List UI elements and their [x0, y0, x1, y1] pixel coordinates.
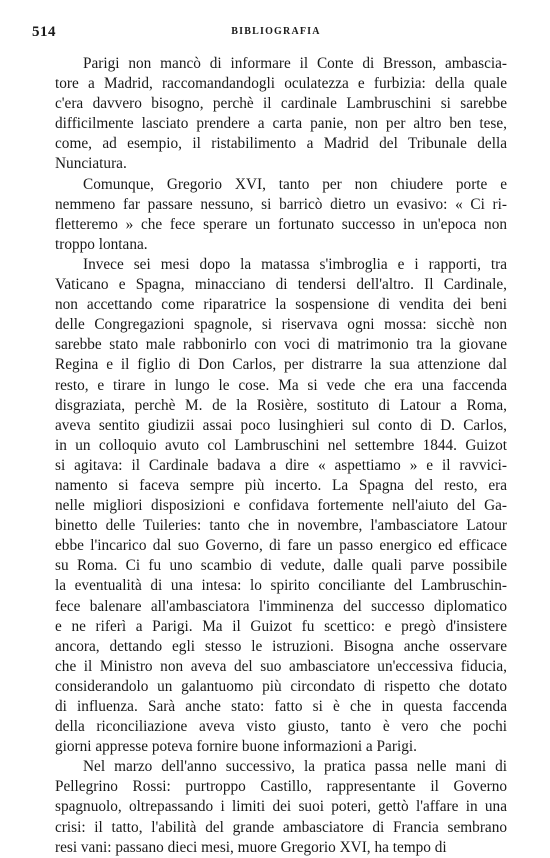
page-number: 514 — [32, 24, 56, 40]
text-line: crisi: il tatto, l'abilità del grande ambasciatore di Francia sembrano — [55, 818, 507, 836]
text-line: la eventualità di una intesa: lo spirito conciliante del Lambruschin- — [55, 577, 507, 595]
text-line: su Roma. Ci fu uno scambio di vedute, dalle quali parve possibile — [55, 557, 507, 575]
text-line: Nunciatura. — [55, 155, 127, 173]
text-line: ancora, dettando egli stesso le istruzioni. Bisogna anche osservare — [55, 637, 507, 655]
text-line: tore a Madrid, raccomandandogli oculatezza e furbizia: della quale — [55, 75, 507, 93]
text-line: nemmeno far passare nessuno, si barricò dietro un evasivo: « Ci ri- — [55, 195, 507, 213]
text-line: spagnuolo, oltrepassando i limiti dei suoi poteri, gettò l'affare in una — [55, 798, 507, 816]
text-line: ebbe l'incarico dal suo Governo, di fare un passo energico ed efficace — [55, 537, 507, 555]
paragraph — [55, 757, 507, 857]
paragraph — [55, 54, 507, 175]
text-line: che il Ministro non aveva del suo ambasciatore un'eccessiva fiducia, — [55, 657, 507, 675]
text-line: resto, e tirare in lungo le cose. Ma si vede che era una faccenda — [55, 376, 507, 394]
text-line: come, ad esempio, il ristabilimento a Madrid del Tribunale della — [55, 135, 507, 153]
text-line: Parigi non mancò di informare il Conte di Bresson, ambascia- — [83, 55, 507, 72]
running-title: BIBLIOGRAFIA — [231, 26, 321, 37]
text-line: namento si faceva sempre più incerto. La Spagna del resto, era — [55, 476, 507, 494]
text-line: aveva sentito giudizii assai poco lusinghieri sul conto di D. Carlos, — [55, 416, 507, 434]
text-line: binetto delle Tuileries: tanto che in novembre, l'ambasciatore Latour — [55, 517, 507, 535]
text-line: nelle migliori disposizioni e confidava fortemente nell'aiuto del Ga- — [55, 497, 507, 515]
text-line: sarebbe stato male rabbonirlo con voci di matrimonio tra la giovane — [55, 336, 507, 354]
text-line: Nel marzo dell'anno successivo, la pratica passa nelle mani di — [83, 758, 507, 776]
text-line: non accettando come riparatrice la sospensione di vendita dei beni — [55, 296, 507, 314]
text-line: resi vani: passano dieci mesi, muore Gregorio XVI, ha tempo di — [55, 838, 447, 856]
text-line: disgraziata, perchè M. de la Rosière, sostituto di Latour a Roma, — [55, 396, 507, 414]
text-line: difficilmente lasciato prendere a carta panie, non per altro ben tese, — [55, 115, 507, 133]
text-line: c'era davvero bisogno, perchè il cardinale Lambruschini si sarebbe — [55, 95, 507, 113]
text-line: della riconciliazione aveva visto giusto, tanto è vero che pochi — [55, 718, 507, 736]
text-line: fletteremo » che fece sperare un fortunato successo in un'epoca non — [55, 215, 507, 233]
paragraph — [55, 175, 507, 255]
text-line: Comunque, Gregorio XVI, tanto per non chiudere porte e — [83, 175, 507, 193]
text-line: fece balenare all'ambasciatora l'imminenza del successo diplomatico — [55, 597, 507, 615]
text-line: giorni appresse poteva fornire buone informazioni a Parigi. — [55, 738, 417, 756]
paragraph — [55, 255, 507, 757]
text-line: di influenza. Sarà anche stato: fatto si è che in questa faccenda — [55, 698, 507, 715]
body-text — [55, 54, 507, 858]
text-line: Pellegrino Rossi: purtroppo Castillo, rappresentante il Governo — [55, 778, 507, 796]
text-line: Invece sei mesi dopo la matassa s'imbroglia e i rapporti, tra — [83, 255, 507, 273]
page-header — [32, 24, 520, 46]
text-line: delle Congregazioni spagnole, si riservava ogni mossa: sicchè non — [55, 316, 507, 334]
text-line: considerandolo un galantuomo più circondato di rispetto che dotato — [55, 677, 507, 695]
text-line: troppo lontana. — [55, 235, 148, 253]
text-line: in un colloquio avuto col Lambruschini nel settembre 1844. Guizot — [55, 436, 507, 454]
text-line: Vaticano e Spagna, minacciano di tendersi dell'altro. Il Cardinale, — [55, 276, 507, 294]
text-line: e ne riferì a Parigi. Ma il Guizot fu scettico: e pregò d'insistere — [55, 617, 507, 635]
text-line: Regina e il figlio di Don Carlos, per distrarre la sua attenzione dal — [55, 356, 507, 374]
text-line: si agitava: il Cardinale badava a dire « aspettiamo » e il ravvici- — [55, 456, 507, 474]
